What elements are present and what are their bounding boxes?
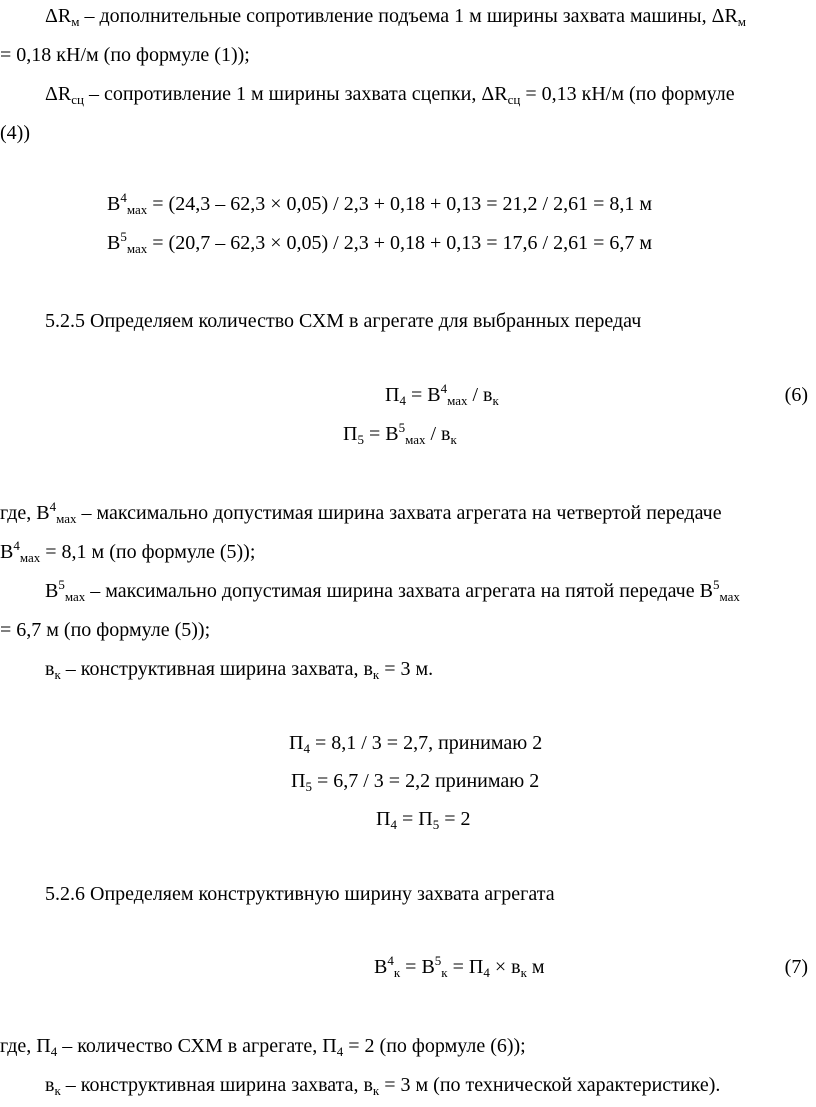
- where-bk-definition: $в_к$ – конструктивная ширина захвата, $в_к = 3$ м.: [45, 658, 434, 682]
- where-p4-definition: где, $П_4$ – количество СХМ в агрегате, $П_4 = 2$ (по формуле (6));: [0, 1035, 526, 1059]
- equation-number-7: (7): [784, 956, 808, 978]
- equation-b5-max: $В^5_{мах} = (20,7 - 62,3 \times 0,05) / 2,3 + 0,18 + 0,13 = 17,6 / 2,61 = 6,7$ м: [107, 229, 653, 256]
- paragraph-delta-rm: $\Delta R_м$ – дополнительные сопротивление подъема 1 м ширины захвата машины, $\Delta R_м$: [45, 5, 747, 29]
- paragraph-delta-rm-cont: = 0,18 кН/м (по формуле (1));: [0, 44, 250, 66]
- where-bk-technical: $в_к$ – конструктивная ширина захвата, $в_к = 3$ м (по технической характеристике).: [45, 1074, 721, 1098]
- where-b5-definition: $В^5_{мах}$ – максимально допустимая ширина захвата агрегата на пятой передаче $В^5_{мах}$: [45, 577, 740, 604]
- equation-p4: $П_4 = В^4_{мах} / в_к$: [385, 381, 499, 408]
- equation-p5: $П_5 = В^5_{мах} / в_к$: [343, 420, 457, 447]
- section-heading-5-2-6: 5.2.6 Определяем конструктивную ширину захвата агрегата: [45, 883, 555, 905]
- equation-bk: $В^4_к = В^5_к = П_4 \times в_к$ м: [374, 953, 545, 980]
- calc-p4: $П_4 = 8,1 / 3 = 2,7$, принимаю 2: [289, 732, 543, 756]
- where-b4-definition: где, $В^4_{мах}$ – максимально допустимая ширина захвата агрегата на четвертой передаче: [0, 499, 722, 526]
- equation-b4-max: $В^4_{мах} = (24,3 - 62,3 \times 0,05) / 2,3 + 0,18 + 0,13 = 21,2 / 2,61 = 8,1$ м: [107, 190, 653, 217]
- where-b5-value: = 6,7 м (по формуле (5));: [0, 619, 211, 641]
- section-heading-5-2-5: 5.2.5 Определяем количество СХМ в агрегате для выбранных передач: [45, 310, 642, 332]
- calc-p5: $П_5 = 6,7 / 3 = 2,2$ принимаю 2: [291, 770, 540, 794]
- paragraph-delta-rsc: $\Delta R_{сц}$ – сопротивление 1 м ширины захвата сцепки, $\Delta R_{сц} = 0,13$ кН/м (по формуле: [45, 83, 735, 107]
- calc-p4-equals-p5: $П_4 = П_5 = 2$: [376, 808, 471, 832]
- paragraph-delta-rsc-cont: (4)): [0, 122, 30, 144]
- where-b4-value: $В^4_{мах} = 8,1$ м (по формуле (5));: [0, 538, 256, 565]
- equation-number-6: (6): [784, 384, 808, 406]
